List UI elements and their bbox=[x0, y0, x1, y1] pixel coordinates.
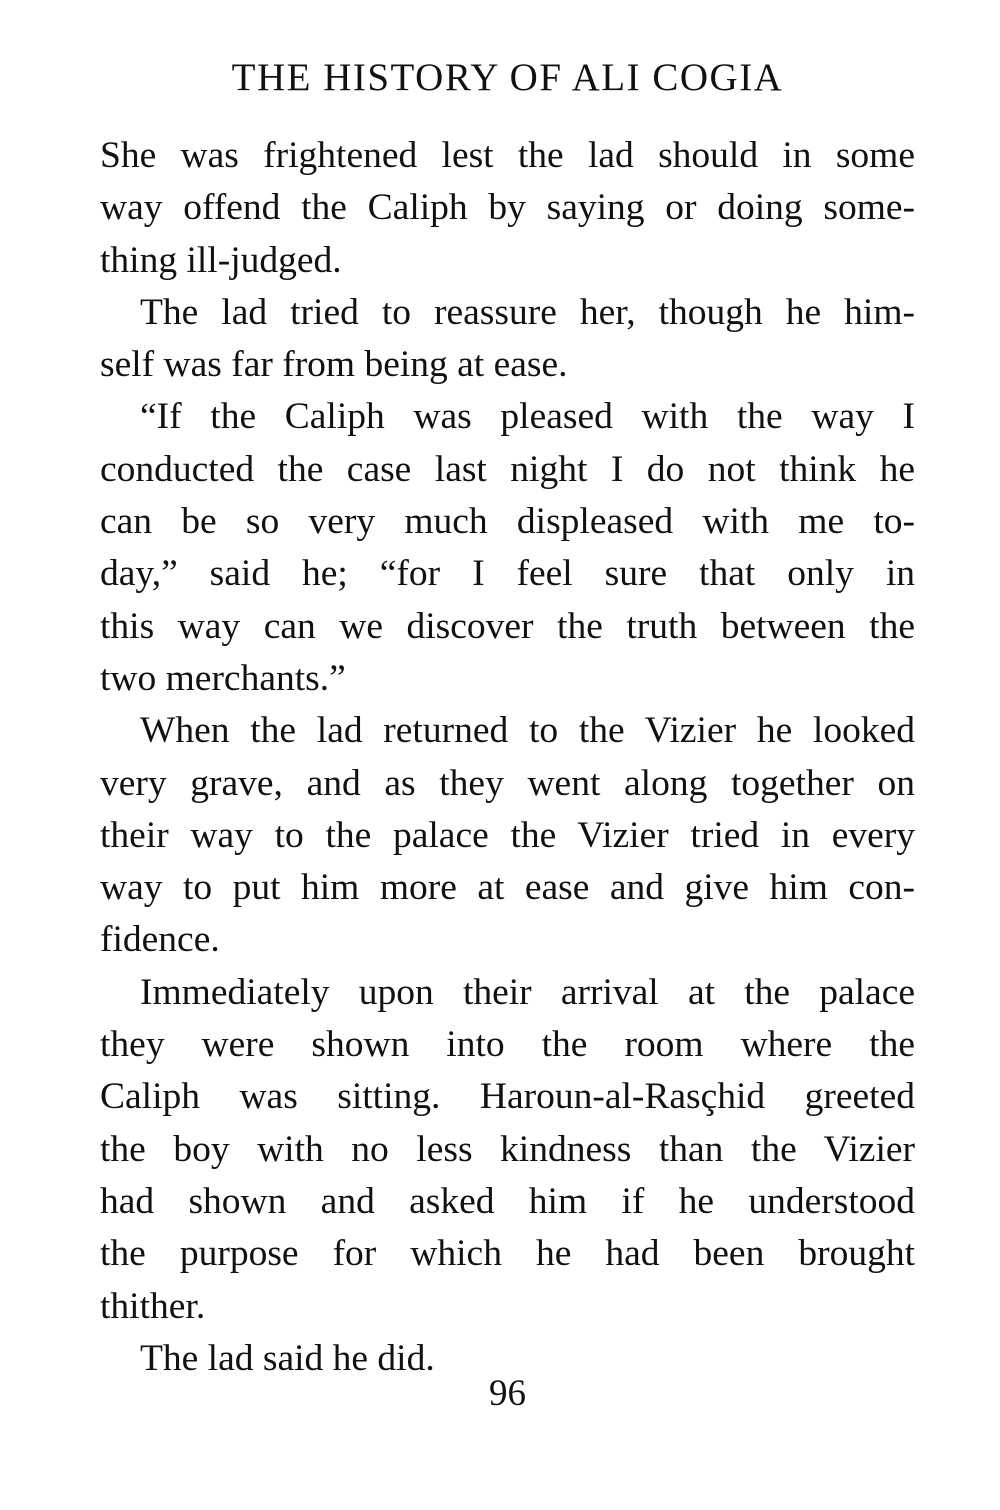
text-line: When the lad returned to the Vizier he looked bbox=[140, 710, 915, 752]
text-line: conducted the case last night I do not think he bbox=[100, 448, 915, 490]
text-line: Immediately upon their arrival at the palace bbox=[140, 971, 915, 1013]
book-page bbox=[100, 0, 915, 1510]
text-line: two merchants.” bbox=[100, 657, 346, 699]
text-line: fidence. bbox=[100, 919, 220, 961]
text-line: She was frightened lest the lad should in some bbox=[100, 135, 915, 176]
page-number: 96 bbox=[489, 1373, 526, 1414]
text-line: way offend the Caliph by saying or doing some- bbox=[100, 187, 915, 229]
text-line: had shown and asked him if he understood bbox=[100, 1180, 915, 1222]
text-line: way to put him more at ease and give him con- bbox=[100, 867, 915, 909]
paragraph bbox=[100, 967, 915, 1333]
text-line: can be so very much displeased with me to- bbox=[100, 501, 915, 543]
paragraph bbox=[100, 705, 915, 966]
text-line: they were shown into the room where the bbox=[100, 1024, 915, 1066]
body-text bbox=[100, 130, 915, 1385]
text-line: the purpose for which he had been brought bbox=[100, 1233, 915, 1275]
text-line: Caliph was sitting. Haroun-al-Rasçhid greeted bbox=[100, 1076, 915, 1118]
paragraph bbox=[100, 130, 915, 287]
running-head: THE HISTORY OF ALI COGIA bbox=[231, 56, 784, 99]
text-line: thither. bbox=[100, 1285, 206, 1327]
text-line: thing ill-judged. bbox=[100, 239, 342, 281]
text-line: The lad said he did. bbox=[140, 1337, 435, 1379]
text-line: this way can we discover the truth between the bbox=[100, 605, 915, 647]
text-line: the boy with no less kindness than the Vizier bbox=[100, 1128, 915, 1170]
paragraph bbox=[100, 391, 915, 705]
text-line: very grave, and as they went along together on bbox=[100, 762, 915, 804]
text-line: The lad tried to reassure her, though he him- bbox=[140, 291, 915, 333]
text-line: “If the Caliph was pleased with the way I bbox=[140, 396, 915, 438]
text-line: their way to the palace the Vizier tried in every bbox=[100, 814, 915, 856]
text-line: day,” said he; “for I feel sure that only in bbox=[100, 553, 915, 595]
paragraph bbox=[100, 287, 915, 392]
text-line: self was far from being at ease. bbox=[100, 344, 568, 386]
